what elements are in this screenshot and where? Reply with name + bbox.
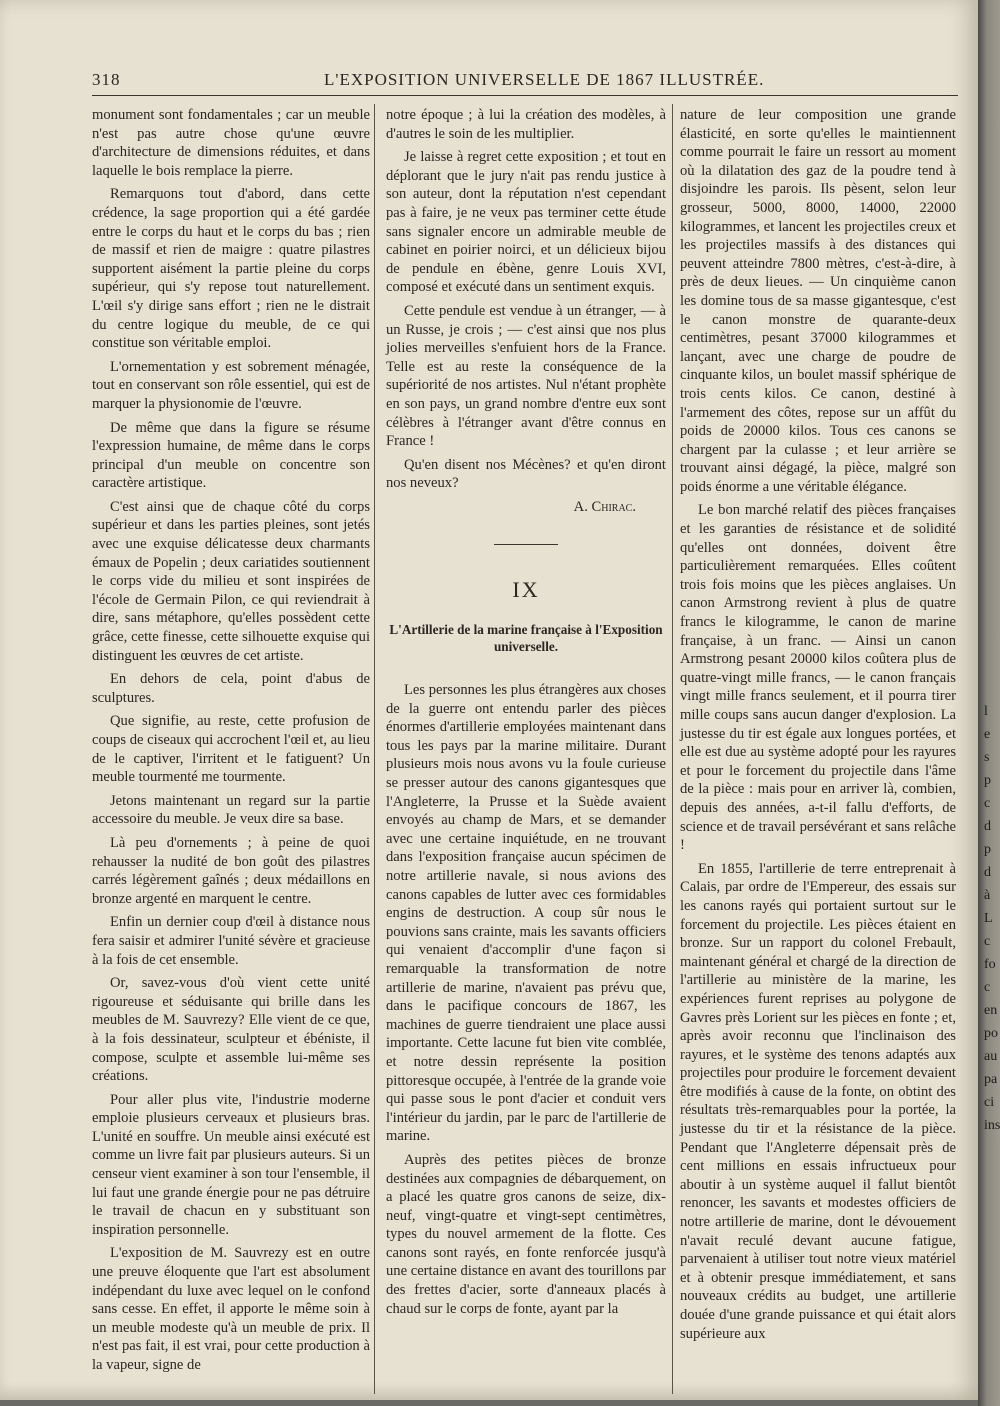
paragraph: notre époque ; à lui la création des modèles, à d'autres le soin de les multiplier. xyxy=(386,107,666,142)
margin-fragment: d xyxy=(984,865,991,880)
paragraph: monument sont fondamentales ; car un meuble n'est pas autre chose qu'une œuvre d'architecture de dimensions réduites, et dans laquelle le bois remplace la pierre. xyxy=(92,107,370,179)
paragraph: C'est ainsi que de chaque côté du corps supérieur et dans les parties pleines, sont jetés avec une exquise délicatesse deux charmants émaux de Popelin ; deux cariatides soutiennent le corps vide du milieu et sont inspirées de l'école de Germain Pilon, ce qui reviendrait à dire, sans métaphore, qu'elles possèdent cette grâce, cette finesse, cette silhouette exquise qui distinguent les œuvres de cet artiste. xyxy=(92,498,370,664)
paragraph: En 1855, l'artillerie de terre entreprenait à Calais, par ordre de l'Empereur, des essais sur les canons rayés qui portaient surtout sur le forcement du projectile. Les pièces étaient en bronze. Sur un rapport du colonel Frebault, maintenant général et chargé de la direction de l'artillerie au ministère de la marine, les expériences furent reprises au polygone de Gavres près Lorient sur les pièces en fonte ; et, après avoir reconnu que l'inclinaison des rayures, et le système des tenons adaptés aux projectiles pour produire le forcement devaient être modifiés à cause de la fonte, on obtint des résultats très-remarquables pour la portée, la justesse du tir et la résistance de la pièce. Pendant que l'Angleterre dépensait près de cent millions en essais infructueux pour aboutir à un système auquel il fallut bientôt renoncer, les savants et modestes officiers de notre artillerie de marine, dont le dévouement n'avait reculé devant aucune fatigue, parvenaient à utiliser tout notre vieux matériel et à obtenir presque immédiatement, et sans nouveaux crédits au budget, une artillerie douée d'une grande puissance et qui était alors supérieure aux xyxy=(680,860,956,1342)
margin-fragment: c xyxy=(984,980,991,995)
paragraph: En dehors de cela, point d'abus de sculptures. xyxy=(92,671,370,706)
margin-fragment: fo xyxy=(984,957,996,972)
paragraph: Là peu d'ornements ; à peine de quoi rehausser la nudité de bon goût des pilastres carrés légèrement gaînés ; deux médaillons en bronze argenté en marquent le centre. xyxy=(92,834,370,907)
paragraph: nature de leur composition une grande élasticité, en sorte qu'elles le maintiennent comme pourrait le faire un ressort au moment où la dilatation des gaz de la poudre tend à disjoindre les parois. Ils pèsent, selon leur grosseur, 5000, 8000, 14000, 22000 kilogrammes, et lancent les projectiles creux et les projectiles massifs à des distances qui peuvent atteindre 7800 mètres, c'est-à-dire, à près de deux lieues. — Un cinquième canon les domine tous de sa masse gigantesque, c'est le canon monstre de quarante-deux centimètres, pesant 37000 kilogrammes et lançant, avec une charge de poudre de cinquante kilos, un boulet massif sphérique de trois cents kilos. Ce canon, destiné à l'armement des côtes, repose sur un affût du poids de 20000 kilos. Tous ces canons se chargent par la culasse ; et leur arrière se trouvant ainsi dégagé, la pièce, malgré son poids énorme a une véritable élégance. xyxy=(680,107,956,495)
section-title: L'Artillerie de la marine française à l'Exposition universelle. xyxy=(389,622,663,654)
running-header xyxy=(92,70,960,92)
section-separator xyxy=(494,544,558,545)
column-divider-1 xyxy=(374,104,375,1394)
paragraph: Jetons maintenant un regard sur la partie accessoire du meuble. Je veux dire sa base. xyxy=(92,792,370,828)
next-page-text-fragments xyxy=(984,700,1000,1137)
margin-fragment: l xyxy=(984,704,988,719)
paragraph: Enfin un dernier coup d'œil à distance nous fera saisir et admirer l'unité sévère et gracieuse à la fois de cet ensemble. xyxy=(92,914,370,968)
author-signature: A. Chirac. xyxy=(573,498,636,515)
margin-fragment: d xyxy=(984,819,991,834)
column-1 xyxy=(92,106,370,1380)
page-number: 318 xyxy=(92,70,121,89)
paragraph: Qu'en disent nos Mécènes? et qu'en diront nos neveux? xyxy=(386,456,666,492)
publication-title: L'EXPOSITION UNIVERSELLE DE 1867 ILLUSTRÉE. xyxy=(324,70,765,89)
paragraph: Cette pendule est vendue à un étranger, — à un Russe, je crois ; — c'est ainsi que nos plus jolies merveilles s'enfuient hors de la France. Telle est au reste la conséquence de la supériorité de nos artistes. Nul n'étant prophète en son pays, un grand nombre d'entre eux sont célèbres à l'étranger avant d'être connus en France ! xyxy=(386,302,666,450)
margin-fragment: ci xyxy=(984,1095,995,1110)
margin-fragment: c xyxy=(984,934,991,949)
paragraph: Je laisse à regret cette exposition ; et tout en déplorant que le jury n'ait pas rendu justice à son auteur, dont la réputation n'est cependant pas à faire, je ne veux pas terminer cette étude sans signaler encore un admirable meuble de cabinet en poirier noirci, et un délicieux bijou de pendule en ébène, genre Louis XVI, composé et exécuté dans un sentiment exquis. xyxy=(386,149,666,296)
column-divider-2 xyxy=(672,104,673,1394)
margin-fragment: e xyxy=(984,727,991,742)
margin-fragment: p xyxy=(984,842,991,857)
margin-fragment: c xyxy=(984,796,991,811)
margin-fragment: en xyxy=(984,1003,998,1018)
paragraph: L'exposition de M. Sauvrezy est en outre une preuve éloquente que l'art est absolument indépendant du luxe avec lequel on le confond sans cesse. En effet, il apporte le même soin à un meuble modeste qu'à un meuble de prix. Il n'est pas fait, il est vrai, pour cette production à la vapeur, signe de xyxy=(92,1245,370,1373)
column-2 xyxy=(386,106,666,1323)
paragraph: De même que dans la figure se résume l'expression humaine, de même dans le corps principal d'un meuble on concentre son caractère artistique. xyxy=(92,419,370,492)
margin-fragment: p xyxy=(984,773,991,788)
margin-fragment: po xyxy=(984,1026,998,1041)
section-number: IX xyxy=(512,577,540,603)
margin-fragment: à xyxy=(984,888,991,903)
paragraph: Les personnes les plus étrangères aux choses de la guerre ont entendu parler des pièces énormes d'artillerie employées maintenant dans tous les pays par la marine militaire. Durant plusieurs mois nous avons vu la foule curieuse se presser autour des canons gigantesques que l'Angleterre, la Prusse et la Suède avaient envoyés au champ de Mars, et se demander avec une certaine inquiétude, en ne trouvant dans l'exposition française aucun spécimen de notre artillerie navale, si nous avions des canons capables de lutter avec ces formidables engins de destruction. A coup sûr nous le pouvions sans crainte, mais les savants officiers qui venaient d'accomplir d'une façon si remarquable la transformation de notre artillerie de marine, n'avaient pas prévu que, dans le pacifique concours de 1867, les machines de guerre tiendraient une place aussi importante. Cette lacune fut bien vite comblée, et notre dessin représente la position pittoresque occupée, à l'entrée de la grande voie qui passe sous le pont d'acier et conduit vers l'intérieur du jardin, par le parc de l'artillerie de marine. xyxy=(386,682,666,1145)
margin-fragment: s xyxy=(984,750,990,765)
paragraph: Remarquons tout d'abord, dans cette crédence, la sage proportion qui a été gardée entre le corps du haut et le corps du bas ; rien de massif et rien de maigre : quatre pilastres supportent aisément la partie pleine du corps supérieur, qui s'y repose tout naturellement. L'œil s'y dirige sans effort ; rien ne le distrait du centre logique du meuble, de ce qui constitue son véritable emploi. xyxy=(92,186,370,352)
margin-fragment: pa xyxy=(984,1072,998,1087)
paragraph: Auprès des petites pièces de bronze destinées aux compagnies de débarquement, on a placé les quatre gros canons de seize, dix-neuf, vingt-quatre et vingt-sept centimètres, types du nouvel armement de la flotte. Ces canons sont rayés, en fonte renforcée jusqu'à une certaine distance en avant des tourillons par des frettes d'acier, sorte d'anneaux placés à chaud sur le corps de fonte, ayant par la xyxy=(386,1151,667,1317)
margin-fragment: au xyxy=(984,1049,998,1064)
column-3 xyxy=(680,106,956,1348)
paragraph: Le bon marché relatif des pièces françaises et les garanties de résistance et de solidité qu'elles ont données, doivent être particulièrement remarquées. Elles coûtent trois fois moins que les pièces anglaises. Un canon Armstrong revient à plus de quatre francs le kilogramme, le canon de marine française, à un franc. — Ainsi un canon Armstrong pesant 20000 kilos coûtera plus de quatre-vingt mille francs, — le canon français vingt mille francs seulement, et il pourra tirer mille coups sans aucun danger d'explosion. La justesse du tir est égale aux longues portées, et elle est due au système adopté pour les rayures et pour le forcement du projectile dans l'âme de la pièce : mais pour en arriver là, combien, depuis des années, a-t-il fallu d'efforts, de science et de travail persévérant et sans relâche ! xyxy=(680,502,956,854)
paragraph: Que signifie, au reste, cette profusion de coups de ciseaux qui accrochent l'œil et, au lieu de le captiver, l'irritent et le fatiguent? Un meuble tourmenté me tourmente. xyxy=(92,713,370,786)
paragraph: Or, savez-vous d'où vient cette unité rigoureuse et séduisante qui brille dans les meubles de M. Sauvrezy? Elle vient de ce que, à la fois dessinateur, sculpteur et ébéniste, il compose, sculpte et assemble lui-même ses créations. xyxy=(92,975,370,1085)
margin-fragment: ins xyxy=(984,1118,1000,1133)
header-rule xyxy=(92,95,958,96)
paragraph: L'ornementation y est sobrement ménagée, tout en conservant son rôle essentiel, qui est de marquer la physionomie de l'œuvre. xyxy=(92,358,370,412)
margin-fragment: L xyxy=(984,911,993,926)
paragraph: Pour aller plus vite, l'industrie moderne emploie plusieurs cerveaux et plusieurs bras. L'unité en souffre. Un meuble ainsi exécuté est comme un livre fait par plusieurs auteurs. Si un censeur vient examiner à son tour l'ensemble, il lui faut une grande énergie pour ne pas détruire le travail de chacun en y substituant son inspiration personnelle. xyxy=(92,1091,370,1238)
